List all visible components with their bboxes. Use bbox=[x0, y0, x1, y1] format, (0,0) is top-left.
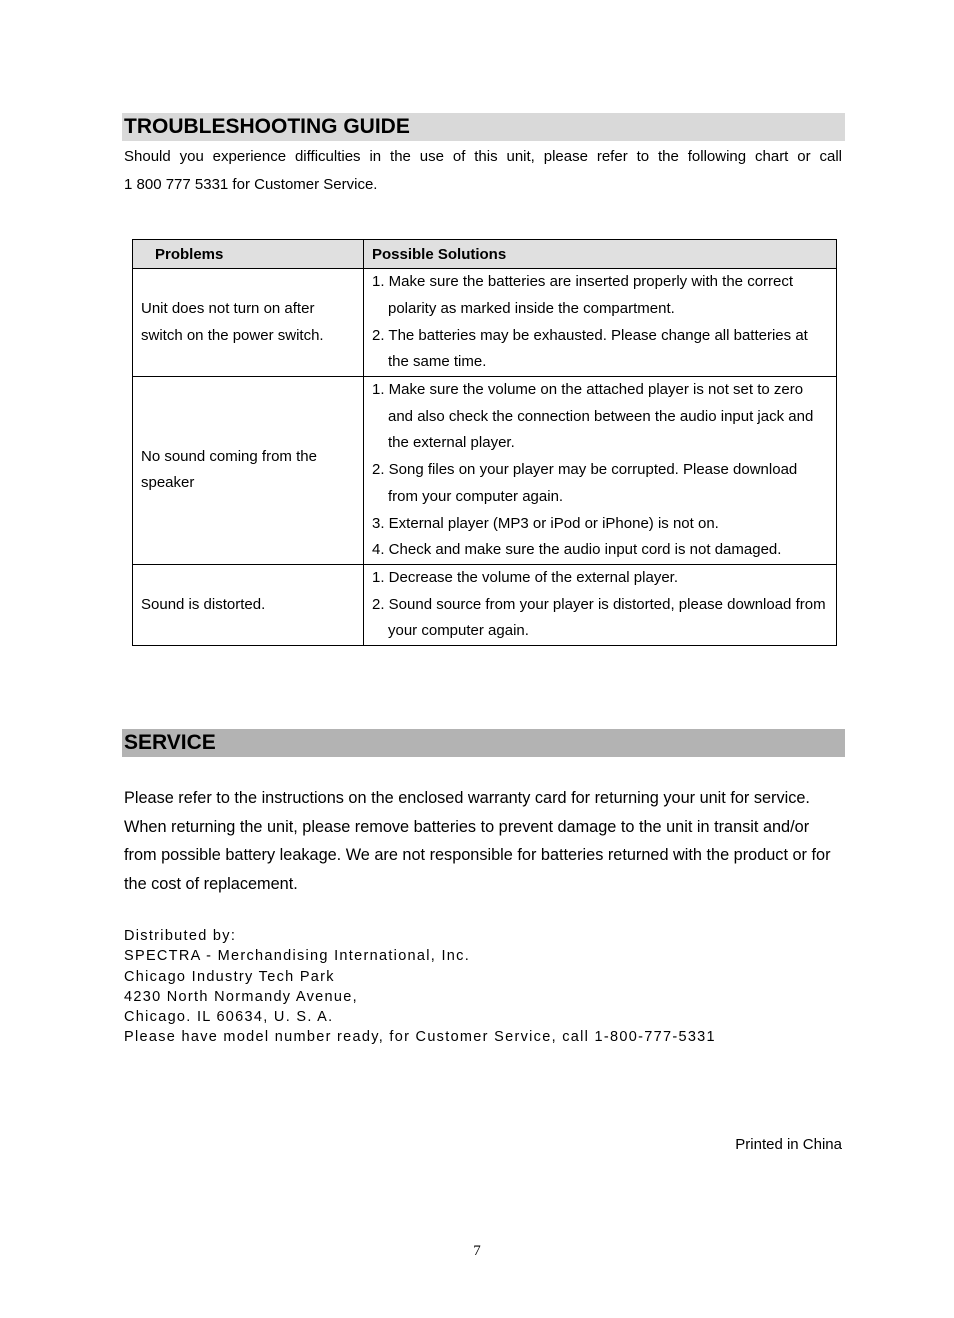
column-header-problems: Problems bbox=[133, 240, 364, 269]
table-header-row bbox=[133, 240, 837, 269]
table-row bbox=[133, 564, 837, 645]
solution-item: 1. Make sure the batteries are inserted properly with the correct polarity as marked inside the compartment. bbox=[372, 273, 794, 317]
service-heading: SERVICE bbox=[122, 729, 845, 757]
solution-item: 1. Make sure the volume on the attached player is not set to zero and also check the connection between the audio input jack and the external player. bbox=[372, 381, 814, 452]
troubleshooting-intro bbox=[124, 143, 842, 199]
solution-item: 2. Sound source from your player is distorted, please download from your computer again. bbox=[372, 595, 826, 640]
solutions-cell bbox=[364, 269, 837, 377]
page-number: 7 bbox=[473, 1243, 481, 1259]
distributor-block bbox=[124, 926, 716, 1048]
distributor-street: 4230 North Normandy Avenue, bbox=[124, 988, 358, 1005]
service-text bbox=[124, 784, 844, 898]
problem-cell: No sound coming from the speaker bbox=[133, 377, 364, 565]
table-row bbox=[133, 269, 837, 377]
solutions-cell bbox=[364, 564, 837, 645]
intro-line-1: Should you experience difficulties in the use of this unit, please refer to the following chart or call bbox=[124, 148, 842, 165]
distributor-label: Distributed by: bbox=[124, 928, 237, 944]
printed-in-label: Printed in China bbox=[735, 1136, 842, 1153]
solution-item: 4. Check and make sure the audio input cord is not damaged. bbox=[372, 541, 782, 559]
problem-cell: Unit does not turn on after switch on the power switch. bbox=[133, 269, 364, 377]
table-row bbox=[133, 377, 837, 565]
troubleshooting-heading: TROUBLESHOOTING GUIDE bbox=[122, 113, 845, 141]
problem-cell: Sound is distorted. bbox=[133, 564, 364, 645]
solution-item: 1. Decrease the volume of the external player. bbox=[372, 568, 679, 586]
troubleshooting-table bbox=[132, 239, 837, 646]
solutions-cell bbox=[364, 377, 837, 565]
solution-item: 2. The batteries may be exhausted. Please change all batteries at the same time. bbox=[372, 326, 808, 371]
distributor-city: Chicago. IL 60634, U. S. A. bbox=[124, 1009, 334, 1026]
distributor-note: Please have model number ready, for Customer Service, call 1-800-777-5331 bbox=[124, 1029, 716, 1046]
distributor-park: Chicago Industry Tech Park bbox=[124, 968, 335, 985]
solution-item: 3. External player (MP3 or iPod or iPhone) is not on. bbox=[372, 514, 719, 532]
service-paragraph: Please refer to the instructions on the enclosed warranty card for returning your unit for service. When returning the unit, please remove batteries to prevent damage to the unit in transit and/or from possible battery leakage. We are not responsible for batteries returned with the product or for the cost of replacement. bbox=[124, 789, 831, 893]
intro-line-2: 1 800 777 5331 for Customer Service. bbox=[124, 176, 378, 193]
solution-item: 2. Song files on your player may be corrupted. Please download from your computer again. bbox=[372, 461, 798, 505]
column-header-solutions: Possible Solutions bbox=[364, 240, 837, 269]
distributor-name: SPECTRA - Merchandising International, Inc. bbox=[124, 948, 471, 965]
